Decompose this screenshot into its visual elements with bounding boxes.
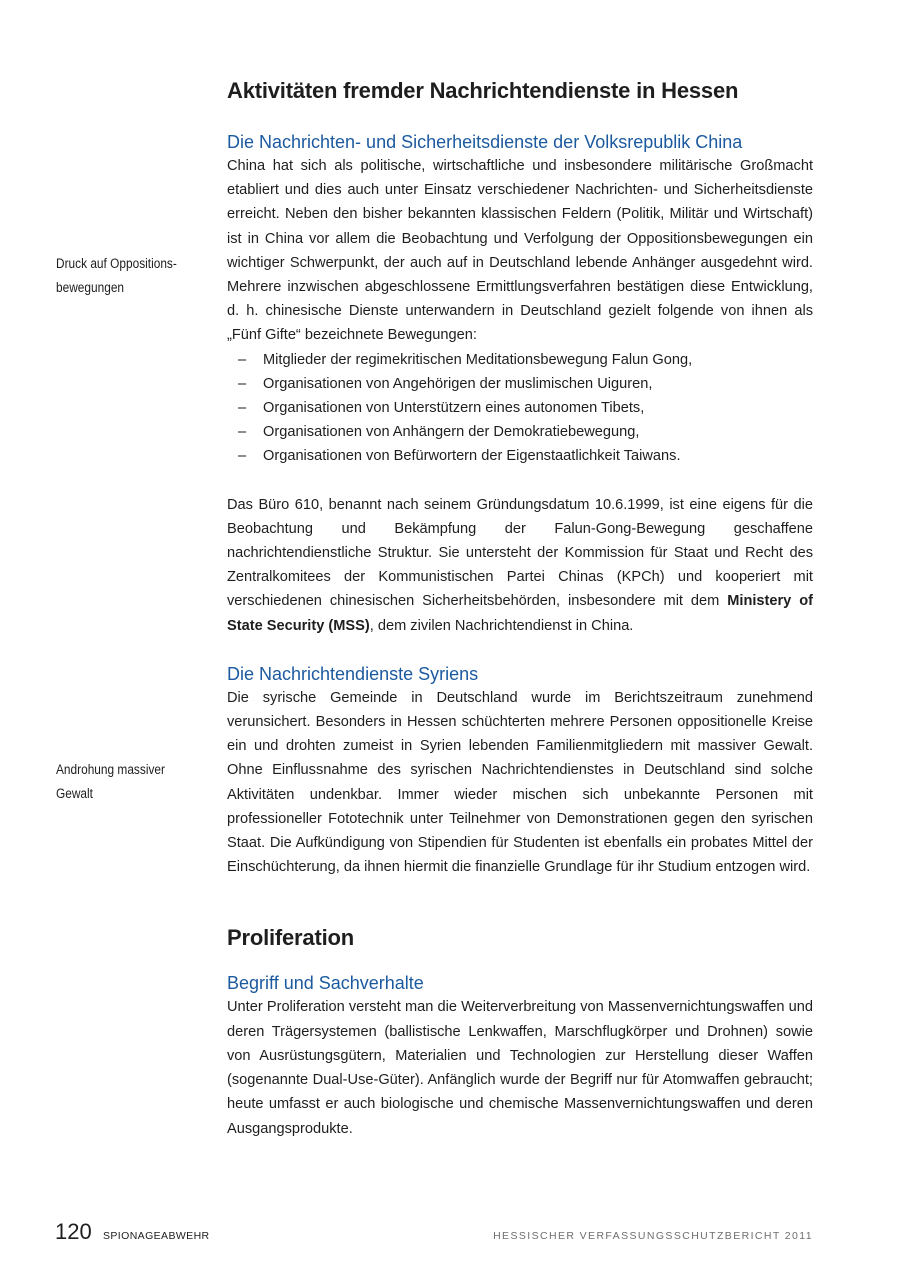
heading-syria: Die Nachrichtendienste Syriens bbox=[227, 663, 479, 684]
paragraph-buero-610: Das Büro 610, benannt nach seinem Gründungsdatum 10.6.1999, ist eine eigens für die Beobachtung und Bekämpfung der Falun-Gong-Bewegung geschaffene nachrichtendienstliche Struktur. Sie untersteht der Kommission für Staat und Recht des Zentralkomitees der Kommunistischen Partei Chinas (KPCh) und kooperiert mit verschiedenen chinesischen Sicherheitsbehörden, insbesondere mit dem Ministery of State Security (MSS), dem zivilen Nachrichtendienst in China. bbox=[227, 496, 814, 634]
dash-bullet: – bbox=[238, 424, 247, 441]
mss-bold: Ministery of State Security (MSS) bbox=[227, 593, 814, 634]
list-item: – Organisationen von Angehörigen der muslimischen Uiguren, bbox=[227, 372, 813, 396]
dash-bullet: – bbox=[238, 448, 247, 465]
list-item: – Organisationen von Unterstützern eines autonomen Tibets, bbox=[227, 396, 813, 420]
paragraph-syria: Die syrische Gemeinde in Deutschland wurde im Berichtszeitraum zunehmend verunsichert. Besonders in Hessen schüchterten mehrere Personen oppositionelle Kreise ein und drohten zumeist in Syrien lebenden Familienmitgliedern mit massiver Gewalt. Ohne Einflussnahme des syrischen Nachrichtendienstes in Deutschland sind solche Aktivitäten undenkbar. Immer wieder mischen sich unbekannte Personen mit professioneller Fototechnik unter Teilnehmer von Demonstrationen gegen den syrischen Staat. Die Aufkündigung von Stipendien für Studenten ist ebenfalls ein probates Mittel der Einschüchterung, da ihnen hiermit die finanzielle Grundlage für ihr Studium entzogen wird. bbox=[227, 689, 813, 876]
dash-bullet: – bbox=[238, 351, 247, 368]
footer-section-label: SPIONAGEABWEHR bbox=[103, 1230, 210, 1242]
main-content bbox=[227, 76, 813, 1141]
footer-report-title: HESSISCHER VERFASSUNGSSCHUTZBERICHT 2011 bbox=[493, 1230, 813, 1242]
heading-china: Die Nachrichten- und Sicherheitsdienste der Volksrepublik China bbox=[227, 132, 743, 152]
list-item: – Organisationen von Anhängern der Demokratiebewegung, bbox=[227, 420, 813, 444]
section-title-proliferation: Proliferation bbox=[227, 925, 354, 951]
five-poisons-list bbox=[227, 348, 813, 469]
dash-bullet: – bbox=[238, 400, 247, 417]
dash-bullet: – bbox=[238, 375, 247, 392]
paragraph-proliferation: Unter Proliferation versteht man die Weiterverbreitung von Massenvernichtungswaffen und deren Trägersystemen (ballistische Lenkwaffen, Marschflugkörper und Drohnen) sowie von Ausrüstungsgütern, Materialien und Technologien zur Herstellung dieser Waffen (sogenannte Dual-Use-Güter). Anfänglich wurde der Begriff nur für Atomwaffen gebraucht; heute umfasst er auch biologische und chemische Massenvernichtungswaffen und deren Ausgangsprodukte. bbox=[227, 999, 813, 1137]
section-title-activities: Aktivitäten fremder Nachrichtendienste in Hessen bbox=[227, 78, 739, 103]
margin-note-violence: Androhung massiver Gewalt bbox=[56, 762, 165, 801]
list-item: – Organisationen von Befürwortern der Eigenstaatlichkeit Taiwans. bbox=[227, 444, 813, 468]
paragraph-china-intro: China hat sich als politische, wirtschaftliche und insbesondere militärische Großmacht etabliert und dies auch unter Einsatz verschiedener Nachrichten- und Sicherheitsdienste erreicht. Neben den bisher bekannten klassischen Feldern (Politik, Militär und Wirtschaft) ist in China vor allem die Beobachtung und Verfolgung der Oppositionsbewegungen ein wichtiger Schwerpunkt, der auch auf in Deutschland lebende Anhänger ausgedehnt wird. Mehrere inzwischen abgeschlossene Ermittlungsverfahren bestätigen diese Entwicklung, d. h. chinesische Dienste unterwandern in Deutschland gezielt folgende von ihnen als „Fünf Gifte“ bezeichnete Bewegungen: bbox=[227, 158, 813, 344]
page-number: 120 bbox=[55, 1219, 92, 1244]
heading-begriff: Begriff und Sachverhalte bbox=[227, 973, 424, 994]
list-item: – Mitglieder der regimekritischen Meditationsbewegung Falun Gong, bbox=[227, 348, 813, 372]
margin-note-opposition: Druck auf Oppositions- bewegungen bbox=[56, 256, 177, 295]
